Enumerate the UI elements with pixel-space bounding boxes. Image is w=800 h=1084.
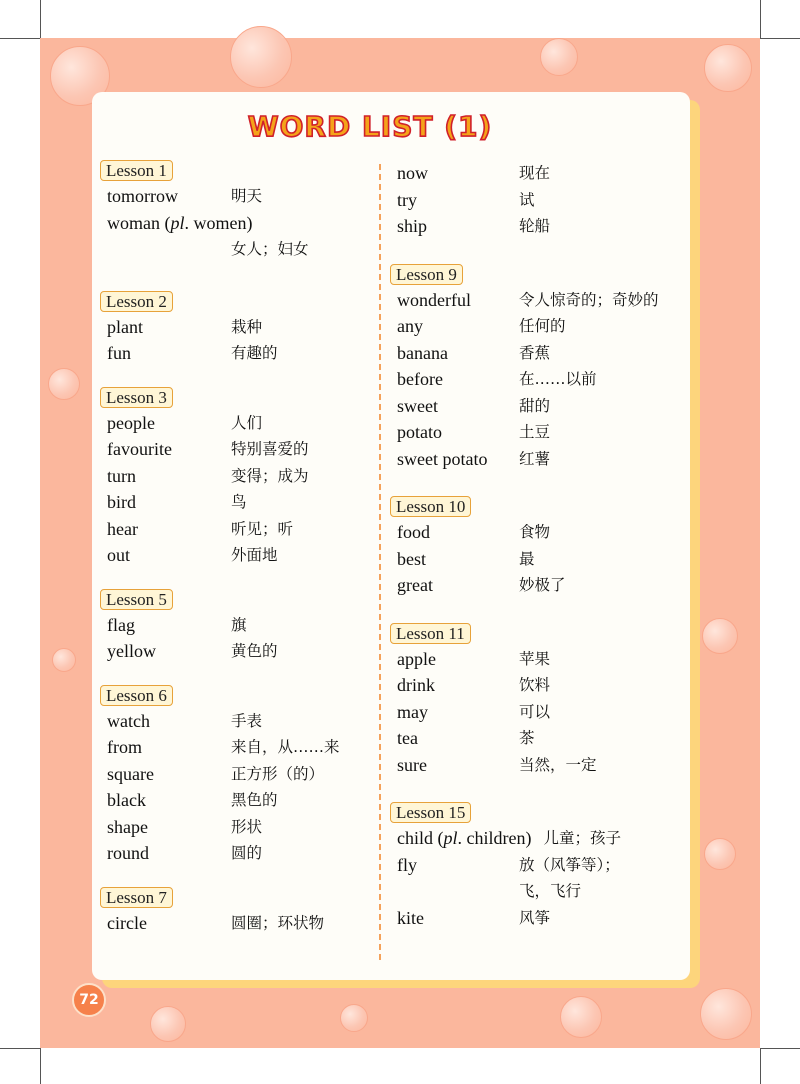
crop-mark [760,1048,761,1084]
chinese-meaning: 变得；成为 [231,466,309,485]
bubble-decoration [340,1004,368,1032]
chinese-meaning: 圆圈；环状物 [231,913,325,932]
lesson-group [100,589,370,665]
word-entry [390,287,690,314]
chinese-meaning: 令人惊奇的；奇妙的 [519,290,659,309]
english-word: great [397,575,433,595]
english-word: drink [397,675,435,695]
chinese-meaning: 妙极了 [519,576,566,594]
chinese-meaning: 手表 [231,711,263,730]
english-word: fly [397,854,417,875]
chinese-meaning: 黄色的 [231,642,278,660]
word-entry [390,905,690,932]
english-word: turn [107,465,136,486]
chinese-meaning: 人们 [231,413,263,432]
english-word: hear [107,518,138,539]
word-entry [100,314,370,341]
english-word: wonderful [397,289,471,310]
english-word: before [397,369,443,389]
bubble-decoration [540,38,578,76]
chinese-meaning: 飞，飞行 [519,882,582,900]
lesson-group [390,264,690,473]
chinese-meaning: 旗 [231,615,247,634]
chinese-meaning: 正方形（的） [231,764,325,783]
english-word: try [397,189,417,210]
word-entry [100,463,370,490]
english-word: round [107,843,149,863]
english-word: sweet [397,395,438,416]
bubble-decoration [560,996,602,1038]
word-entry [390,672,690,699]
english-word: best [397,548,426,569]
lesson-group [100,291,370,367]
chinese-meaning: 鸟 [231,493,247,511]
chinese-meaning: 形状 [231,817,263,836]
word-entry [390,393,690,420]
column-divider [379,164,381,960]
lesson-label: Lesson 10 [390,496,471,517]
english-word: yellow [107,641,156,661]
word-entry [390,446,690,473]
word-entry [100,183,370,210]
word-entry [390,419,690,446]
chinese-meaning: 明天 [231,187,263,205]
english-word: plant [107,316,143,337]
chinese-meaning: 饮料 [519,676,551,694]
chinese-meaning: 女人；妇女 [231,240,309,258]
english-word: now [397,163,428,183]
word-entry [100,410,370,437]
word-entry [100,340,370,367]
word-entry [390,825,690,852]
english-word: people [107,412,155,433]
crop-mark [760,1048,800,1049]
left-column [100,160,370,956]
chinese-meaning: 栽种 [231,317,263,336]
word-entry [390,213,690,240]
lesson-label: Lesson 11 [390,623,471,644]
english-word: fun [107,343,131,363]
chinese-meaning: 香蕉 [519,343,551,362]
english-word: child (pl. children) [397,828,532,848]
english-word: woman (pl. women) [107,212,253,233]
word-entry [390,878,690,905]
word-entry [390,646,690,673]
word-entry [390,340,690,367]
right-column [390,160,690,951]
lesson-label: Lesson 6 [100,685,173,706]
lesson-group [100,685,370,867]
bubble-decoration [700,988,752,1040]
chinese-meaning: 在……以前 [519,370,597,388]
bubble-decoration [704,838,736,870]
english-word: flag [107,614,135,635]
lesson-group [100,387,370,569]
chinese-meaning: 黑色的 [231,791,278,809]
chinese-meaning: 甜的 [519,396,551,415]
chinese-meaning: 风筝 [519,908,551,927]
word-entry [100,787,370,814]
chinese-meaning: 试 [519,190,535,209]
english-word: circle [107,912,147,933]
chinese-meaning: 可以 [519,702,551,721]
chinese-meaning: 圆的 [231,844,263,862]
english-word: banana [397,342,448,363]
english-word: watch [107,710,150,731]
lesson-label: Lesson 5 [100,589,173,610]
english-word: square [107,763,154,784]
chinese-meaning: 听见；听 [231,519,294,538]
chinese-meaning: 红薯 [519,449,551,468]
word-entry [390,752,690,779]
word-entry [390,546,690,573]
bubble-decoration [230,26,292,88]
chinese-meaning: 儿童；孩子 [543,829,621,847]
crop-mark [0,38,40,39]
word-entry [390,572,690,599]
lesson-label: Lesson 7 [100,887,173,908]
lesson-group [390,496,690,599]
lesson-label: Lesson 2 [100,291,173,312]
lesson-group [390,802,690,931]
chinese-meaning: 当然，一定 [519,755,597,774]
word-entry [100,638,370,665]
word-entry [390,313,690,340]
word-entry [100,761,370,788]
bubble-decoration [704,44,752,92]
english-word: tomorrow [107,186,178,206]
word-entry [100,436,370,463]
crop-mark [40,0,41,38]
crop-mark [760,0,761,38]
english-word: black [107,790,146,810]
chinese-meaning: 现在 [519,164,551,182]
chinese-meaning: 苹果 [519,649,551,668]
english-word: potato [397,422,442,442]
chinese-meaning: 来自，从……来 [231,738,340,756]
english-word: apple [397,648,436,669]
word-entry [390,699,690,726]
word-entry [100,489,370,516]
chinese-meaning: 土豆 [519,423,551,441]
english-word: sure [397,754,427,775]
lesson-label: Lesson 3 [100,387,173,408]
english-word: shape [107,816,148,837]
word-entry [390,187,690,214]
lesson-label: Lesson 1 [100,160,173,181]
lesson-group-continued [390,160,690,240]
bubble-decoration [702,618,738,654]
english-word: any [397,316,423,336]
crop-mark [760,38,800,39]
lesson-label: Lesson 9 [390,264,463,285]
english-word: favourite [107,439,172,459]
chinese-meaning: 有趣的 [231,344,278,362]
crop-mark [0,1048,40,1049]
english-word: may [397,701,428,722]
chinese-meaning: 放（风筝等）； [519,855,620,874]
word-entry [390,366,690,393]
bubble-decoration [48,368,80,400]
word-entry [390,852,690,879]
chinese-meaning: 外面地 [231,546,278,564]
chinese-meaning: 食物 [519,523,551,541]
english-word: kite [397,907,424,928]
chinese-meaning: 最 [519,549,535,568]
word-entry [100,516,370,543]
lesson-group [100,160,370,263]
word-entry [100,910,370,937]
word-entry [100,236,370,263]
word-entry [390,519,690,546]
lesson-label: Lesson 15 [390,802,471,823]
page-number-badge: 72 [72,983,106,1017]
crop-mark [40,1048,41,1084]
word-entry [100,814,370,841]
lesson-group [390,623,690,779]
word-entry [390,160,690,187]
english-word: ship [397,216,428,236]
word-entry [100,612,370,639]
chinese-meaning: 特别喜爱的 [231,440,309,458]
word-entry [100,210,370,237]
english-word: food [397,522,430,542]
word-entry [100,840,370,867]
word-entry [100,542,370,569]
english-word: out [107,545,131,565]
english-word: bird [107,492,136,512]
chinese-meaning: 茶 [519,729,535,747]
word-entry [390,725,690,752]
chinese-meaning: 轮船 [519,217,551,235]
bubble-decoration [52,648,76,672]
english-word: from [107,737,142,757]
lesson-group [100,887,370,937]
word-entry [100,708,370,735]
bubble-decoration [150,1006,186,1042]
chinese-meaning: 任何的 [519,317,566,335]
english-word: sweet potato [397,448,488,469]
english-word: tea [397,728,418,748]
page-title: WORD LIST (1) [247,110,493,143]
word-entry [100,734,370,761]
